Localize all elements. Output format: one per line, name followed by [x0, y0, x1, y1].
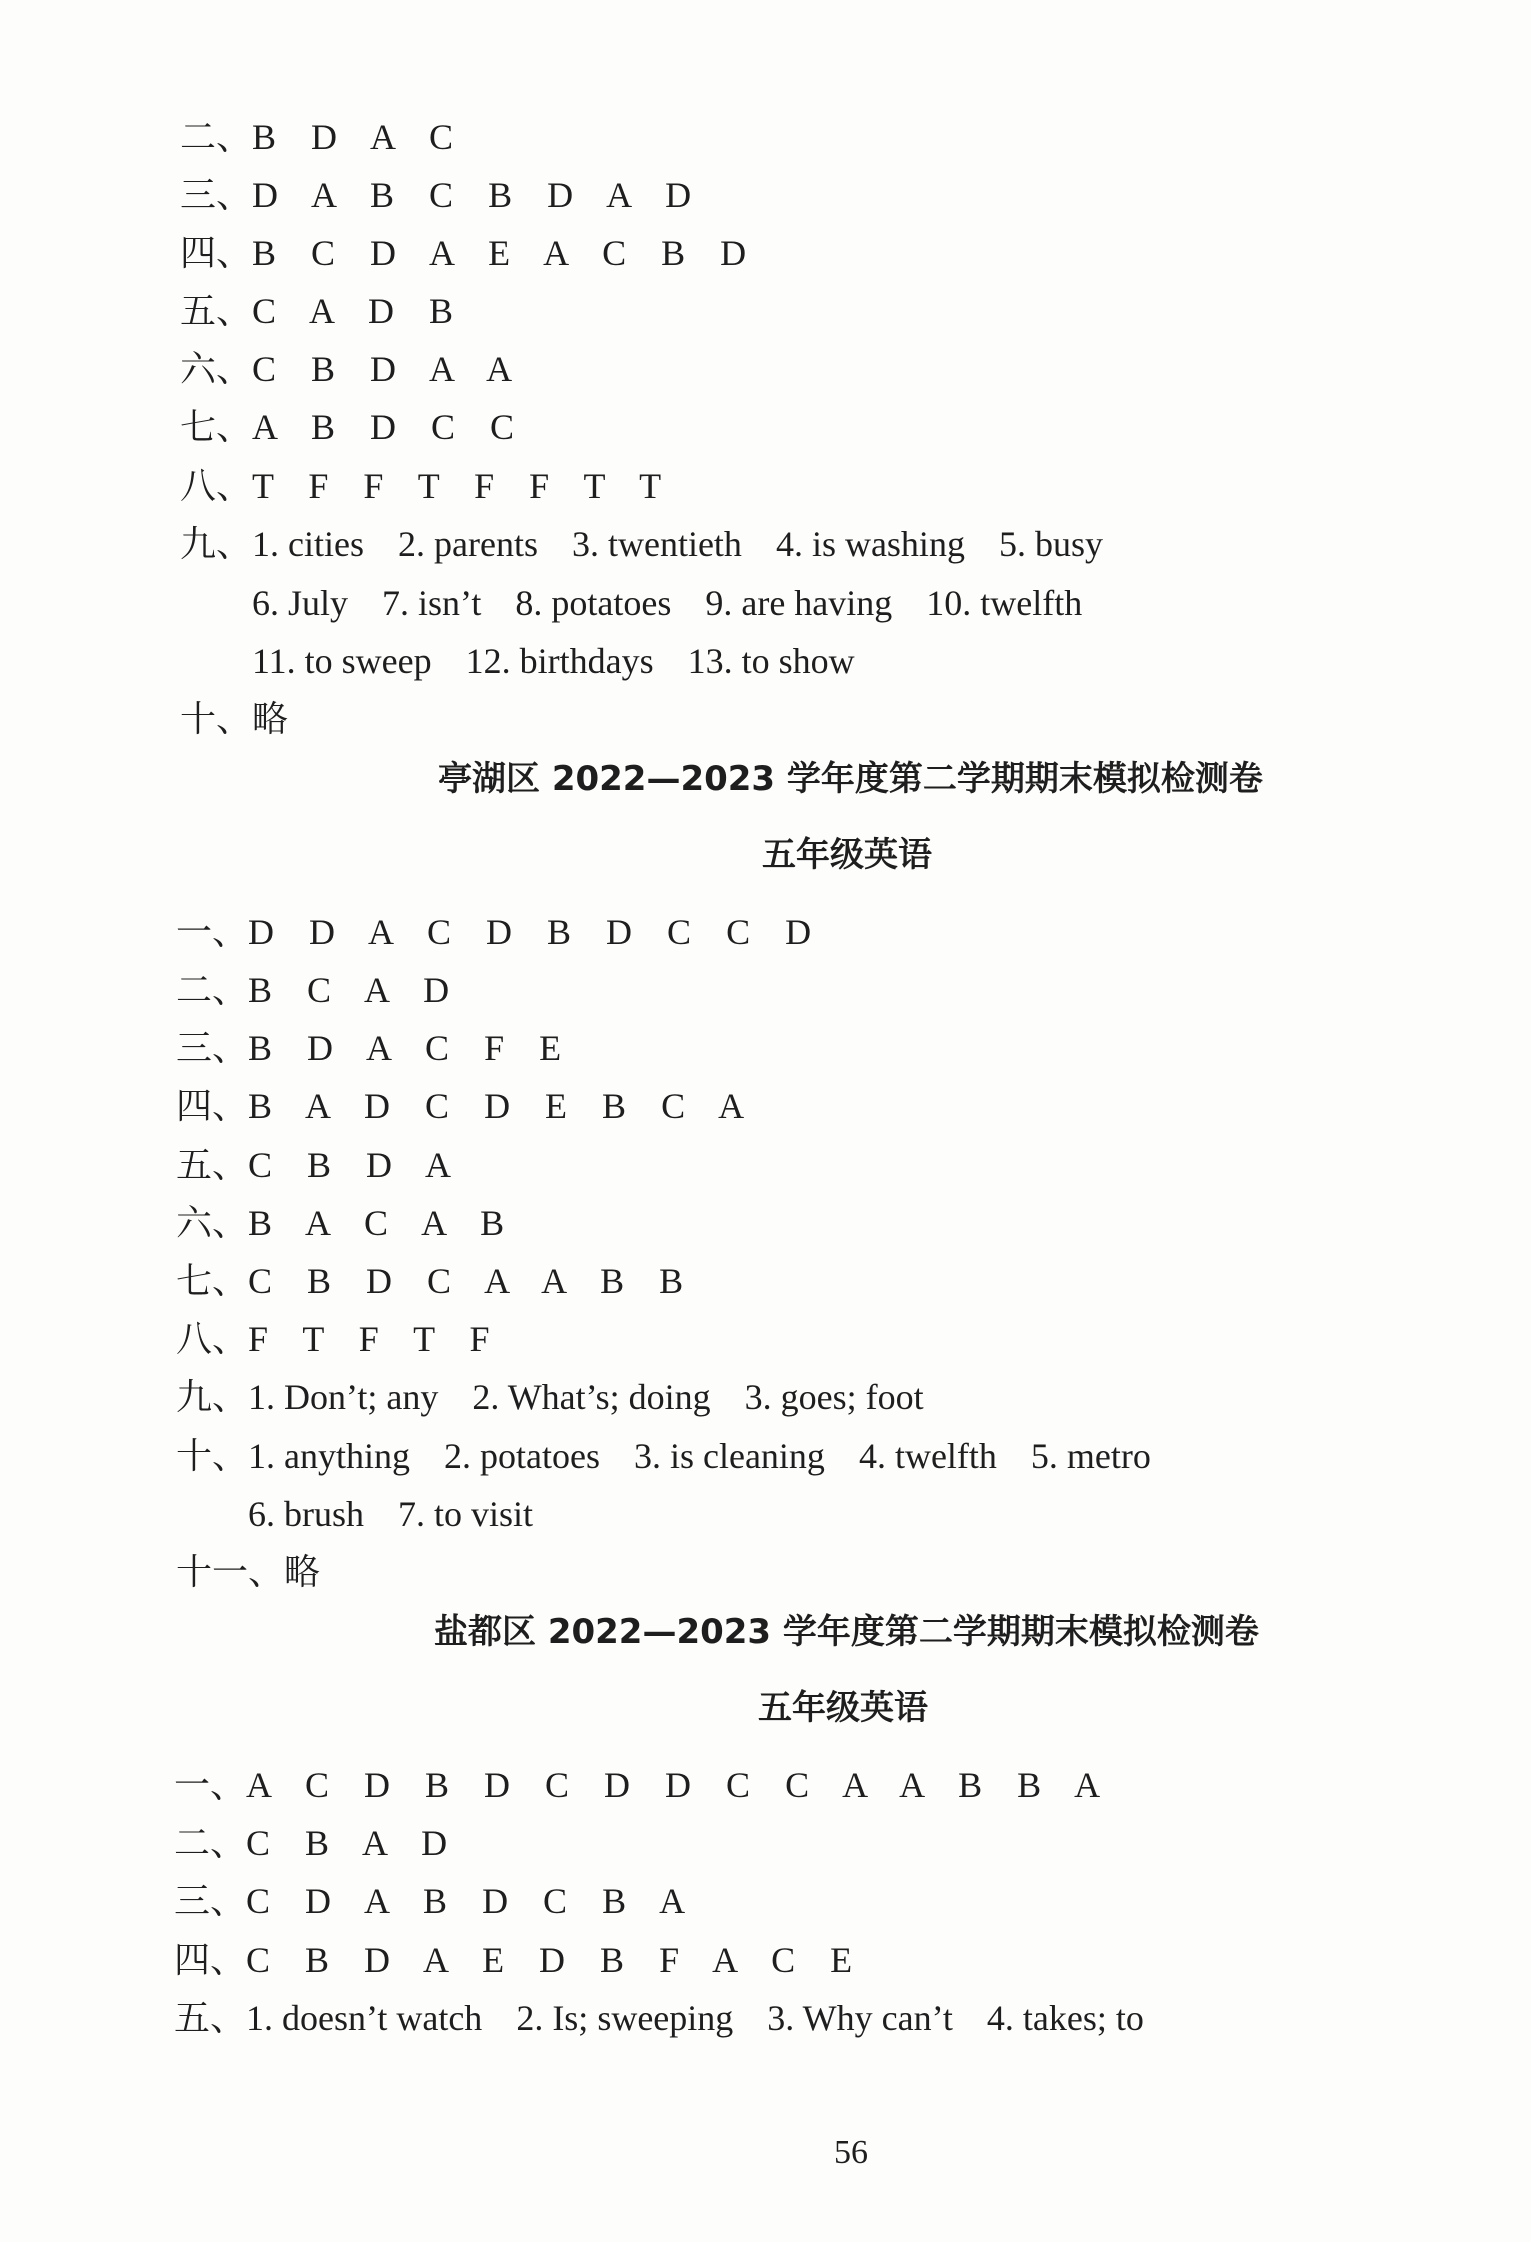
question-number: 十、: [180, 699, 253, 739]
fill-answer: 5. metro: [1030, 1436, 1151, 1476]
answer-letters: B C A D: [248, 970, 450, 1010]
fill-answer: 7. isn’t: [382, 583, 482, 623]
section-subtitle: 五年级英语: [762, 835, 932, 875]
fill-answer: 3. goes; foot: [744, 1377, 924, 1417]
fill-answer: 1. doesn’t watch: [246, 1998, 483, 2038]
question-number: 五、: [176, 1145, 249, 1185]
question-number: 六、: [180, 349, 253, 389]
answer-line: [176, 1376, 958, 1418]
answer-letters: B A C A B: [248, 1203, 505, 1243]
fill-answers: [252, 640, 889, 682]
answer-letters: B A D C D E B C A: [248, 1086, 745, 1126]
answer-line: [174, 1822, 447, 1864]
answer-letters: C B D A E D B F A C E: [246, 1940, 853, 1980]
answer-line: [174, 1939, 852, 1981]
page-number: 56: [834, 2134, 868, 2171]
question-number: 十、: [176, 1436, 249, 1476]
fill-answer: 4. is washing: [775, 524, 965, 564]
answer-letters: F T F T F: [248, 1319, 490, 1359]
question-number: 四、: [180, 233, 253, 273]
answer-line: [180, 232, 746, 274]
fill-answer: 6. brush: [248, 1494, 364, 1534]
question-number: 二、: [176, 970, 249, 1010]
answer-line: [180, 290, 453, 332]
fill-answer: 9. are having: [705, 583, 893, 623]
fill-answers: [252, 523, 1137, 565]
fill-answer: 2. potatoes: [444, 1436, 600, 1476]
answer-line: [180, 174, 691, 216]
question-number: 八、: [180, 466, 253, 506]
fill-answer: 4. takes; to: [986, 1998, 1144, 2038]
fill-answer: 3. Why can’t: [767, 1998, 953, 2038]
fill-answer: 2. Is; sweeping: [516, 1998, 734, 2038]
answer-letters: D D A C D B D C C D: [248, 912, 812, 952]
answer-letters: C B D A A: [252, 349, 513, 389]
question-number: 四、: [176, 1086, 249, 1126]
fill-answer: 6. July: [252, 583, 349, 623]
answer-letters: B D A C: [252, 117, 454, 157]
fill-answer: 1. cities: [252, 524, 364, 564]
fill-answers: [248, 1493, 567, 1535]
answer-line: [180, 698, 288, 740]
answer-line: [180, 406, 514, 448]
answer-letters: 略: [284, 1552, 321, 1592]
question-number: 六、: [176, 1203, 249, 1243]
answer-line-continued: [248, 1493, 567, 1535]
answer-line: [180, 348, 512, 390]
answer-letters: C A D B: [252, 291, 454, 331]
fill-answer: 11. to sweep: [252, 641, 432, 681]
answer-line: [176, 1435, 1185, 1477]
question-number: 一、: [176, 912, 249, 952]
question-number: 三、: [176, 1028, 249, 1068]
answer-letters: C B D A: [248, 1145, 452, 1185]
answer-line-continued: [252, 582, 1116, 624]
fill-answer: 3. is cleaning: [633, 1436, 825, 1476]
answer-line: [176, 1318, 489, 1360]
answer-letters: T F F T F F T T: [252, 466, 662, 506]
question-number: 三、: [180, 175, 253, 215]
fill-answers: [246, 1997, 1178, 2039]
answer-letters: B D A C F E: [248, 1028, 562, 1068]
answer-line: [180, 523, 1137, 565]
fill-answer: 1. anything: [248, 1436, 410, 1476]
question-number: 二、: [180, 117, 253, 157]
answer-line: [176, 1202, 504, 1244]
question-number: 三、: [174, 1881, 247, 1921]
question-number: 八、: [176, 1319, 249, 1359]
question-number: 十一、: [176, 1552, 285, 1592]
answer-line: [176, 1551, 320, 1593]
answer-letters: A C D B D C D D C C A A B B A: [246, 1765, 1101, 1805]
answer-line: [176, 1260, 683, 1302]
fill-answers: [252, 582, 1116, 624]
question-number: 一、: [174, 1765, 247, 1805]
answer-line: [174, 1880, 685, 1922]
answer-letters: A B D C C: [252, 407, 515, 447]
answer-line: [180, 465, 661, 507]
fill-answer: 2. What’s; doing: [472, 1377, 711, 1417]
fill-answer: 5. busy: [998, 524, 1103, 564]
fill-answer: 3. twentieth: [571, 524, 742, 564]
fill-answer: 4. twelfth: [858, 1436, 997, 1476]
answer-line: [174, 1764, 1100, 1806]
answer-line: [176, 969, 449, 1011]
answer-line: [176, 1027, 561, 1069]
section-subtitle: 五年级英语: [758, 1688, 928, 1728]
question-number: 七、: [176, 1261, 249, 1301]
fill-answers: [248, 1435, 1185, 1477]
answer-line: [180, 116, 453, 158]
fill-answer: 13. to show: [687, 641, 855, 681]
fill-answer: 8. potatoes: [515, 583, 672, 623]
answer-letters: C B A D: [246, 1823, 448, 1863]
section-title: 盐都区 2022—2023 学年度第二学期期末模拟检测卷: [434, 1612, 1259, 1652]
fill-answer: 12. birthdays: [465, 641, 654, 681]
fill-answer: 1. Don’t; any: [248, 1377, 439, 1417]
answer-letters: C B D C A A B B: [248, 1261, 684, 1301]
fill-answer: 2. parents: [398, 524, 538, 564]
section-title: 亭湖区 2022—2023 学年度第二学期期末模拟检测卷: [438, 759, 1263, 799]
answer-letters: B C D A E A C B D: [252, 233, 747, 273]
answer-letters: 略: [252, 699, 289, 739]
fill-answer: 7. to visit: [398, 1494, 534, 1534]
question-number: 二、: [174, 1823, 247, 1863]
question-number: 九、: [180, 524, 253, 564]
answer-line: [176, 911, 811, 953]
answer-letters: D A B C B D A D: [252, 175, 692, 215]
question-number: 五、: [174, 1998, 247, 2038]
fill-answers: [248, 1376, 958, 1418]
fill-answer: 10. twelfth: [926, 583, 1083, 623]
answer-line-continued: [252, 640, 889, 682]
question-number: 九、: [176, 1377, 249, 1417]
answer-line: [176, 1085, 744, 1127]
answer-letters: C D A B D C B A: [246, 1881, 686, 1921]
question-number: 四、: [174, 1940, 247, 1980]
answer-line: [174, 1997, 1178, 2039]
answer-line: [176, 1144, 451, 1186]
question-number: 七、: [180, 407, 253, 447]
question-number: 五、: [180, 291, 253, 331]
